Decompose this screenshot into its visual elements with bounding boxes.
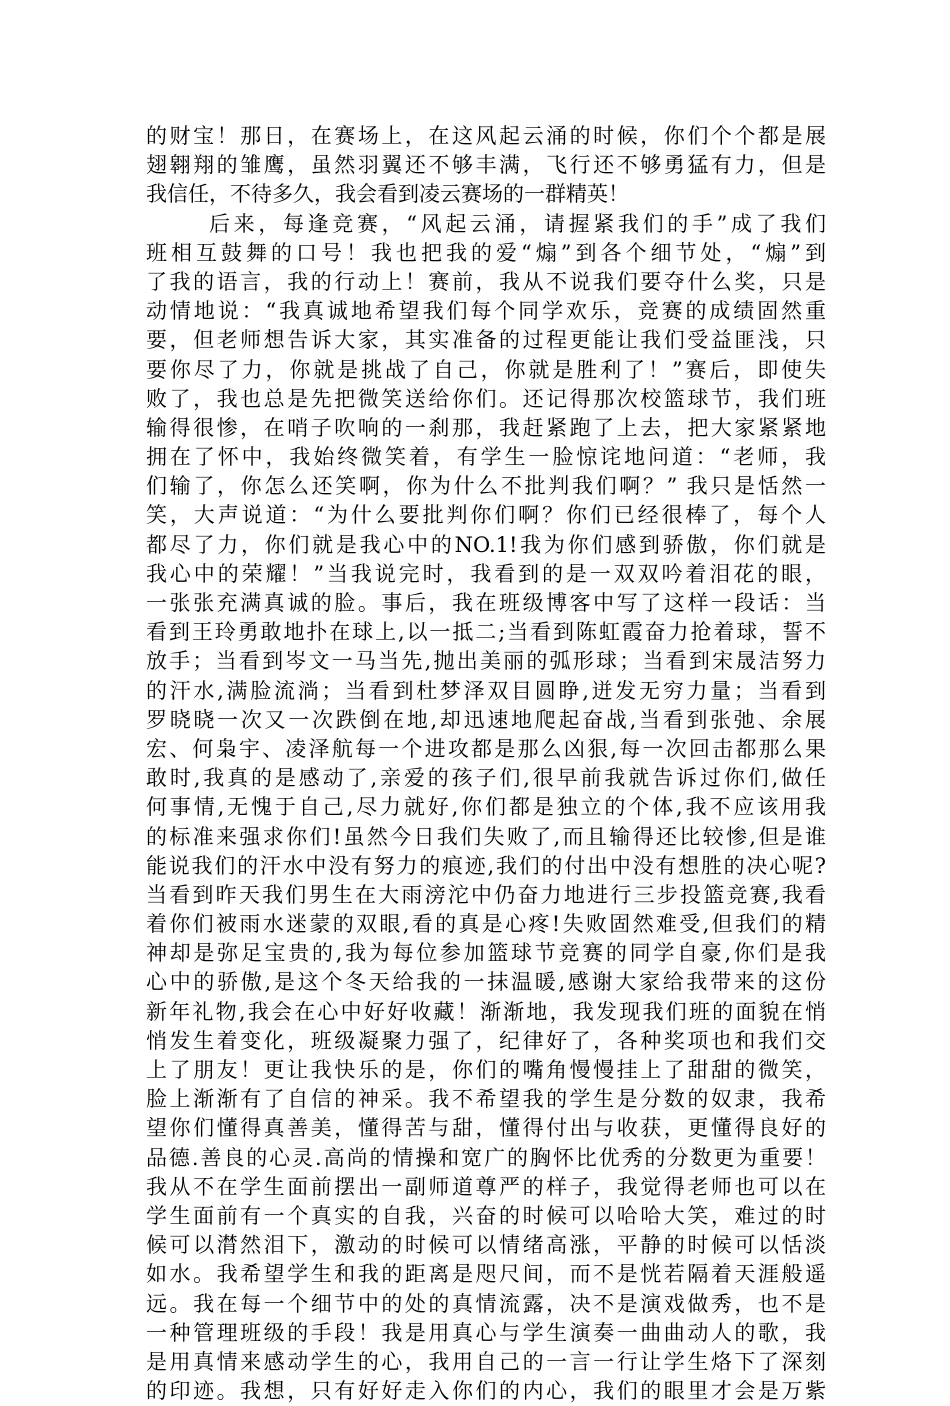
text-line: 拥在了怀中，我始终微笑着，有学生一脸惊诧地问道：“老师，我 <box>146 445 826 470</box>
text-line: 我从不在学生面前摆出一副师道尊严的样子，我觉得老师也可以在 <box>146 1174 826 1199</box>
text-line: 心中的骄傲,是这个冬天给我的一抹温暖,感谢大家给我带来的这份 <box>146 970 826 995</box>
text-line: 败了，我也总是先把微笑送给你们。还记得那次校篮球节，我们班 <box>146 386 826 411</box>
text-line: 脸上渐渐有了自信的神采。我不希望我的学生是分数的奴隶，我希 <box>146 1087 826 1112</box>
text-line: 翅翱翔的雏鹰，虽然羽翼还不够丰满，飞行还不够勇猛有力，但是 <box>146 153 826 178</box>
text-line: 品德.善良的心灵.高尚的情操和宽广的胸怀比优秀的分数更为重要！ <box>146 1145 826 1170</box>
text-line: 悄发生着变化，班级凝聚力强了，纪律好了，各种奖项也和我们交 <box>146 1028 826 1053</box>
text-line: 敢时,我真的是感动了,亲爱的孩子们,很早前我就告诉过你们,做任 <box>146 766 826 791</box>
text-line: 后来，每逢竞赛，“风起云涌，请握紧我们的手”成了我们 <box>209 211 826 236</box>
text-line: 罗晓晓一次又一次跌倒在地,却迅速地爬起奋战,当看到张弛、余展 <box>146 707 826 732</box>
text-line: 何事情,无愧于自己,尽力就好,你们都是独立的个体,我不应该用我 <box>146 795 826 820</box>
text-line: 远。我在每一个细节中的处的真情流露，决不是演戏做秀，也不是 <box>146 1291 826 1316</box>
text-line: 动情地说：“我真诚地希望我们每个同学欢乐，竞赛的成绩固然重 <box>146 299 826 324</box>
text-line: 了我的语言，我的行动上！赛前，我从不说我们要夺什么奖，只是 <box>146 269 826 294</box>
text-line: 我心中的荣耀！”当我说完时，我看到的是一双双吟着泪花的眼， <box>146 561 826 586</box>
text-line: 班相互鼓舞的口号！我也把我的爱“煽”到各个细节处，“煽”到 <box>146 240 826 265</box>
text-line: 一张张充满真诚的脸。事后，我在班级博客中写了这样一段话：当 <box>146 591 826 615</box>
text-line: 是用真情来感动学生的心，我用自己的一言一行让学生烙下了深刻 <box>146 1349 826 1374</box>
text-line: 看到王玲勇敢地扑在球上,以一抵二;当看到陈虹霞奋力抢着球，誓不 <box>146 620 826 645</box>
text-line: 的印迹。我想，只有好好走入你们的内心，我们的眼里才会是万紫 <box>146 1379 826 1404</box>
text-line: 着你们被雨水迷蒙的双眼,看的真是心疼!失败固然难受,但我们的精 <box>146 912 826 937</box>
text-line: 我信任，不待多久，我会看到凌云赛场的一群精英！ <box>146 182 629 207</box>
text-line: 新年礼物,我会在心中好好收藏！渐渐地，我发现我们班的面貌在悄 <box>146 999 826 1024</box>
text-line: 都尽了力，你们就是我心中的NO.1!我为你们感到骄傲，你们就是 <box>146 532 826 557</box>
text-line: 们输了，你怎么还笑啊，你为什么不批判我们啊？” 我只是恬然一 <box>146 474 826 499</box>
text-line: 宏、何枭宇、凌泽航每一个进攻都是那么凶狠,每一次回击都那么果 <box>146 736 826 761</box>
text-line: 能说我们的汗水中没有努力的痕迹,我们的付出中没有想胜的决心呢? <box>146 853 826 878</box>
text-line: 的汗水,满脸流淌；当看到杜梦泽双目圆睁,迸发无穷力量；当看到 <box>146 678 826 703</box>
body-text <box>146 122 826 1406</box>
text-line: 要，但老师想告诉大家，其实准备的过程更能让我们受益匪浅，只 <box>146 328 826 353</box>
text-line: 如水。我希望学生和我的距离是咫尺间，而不是恍若隔着天涯般遥 <box>146 1262 826 1287</box>
text-line: 上了朋友！更让我快乐的是，你们的嘴角慢慢挂上了甜甜的微笑， <box>146 1058 826 1082</box>
text-line: 学生面前有一个真实的自我，兴奋的时候可以哈哈大笑，难过的时 <box>146 1203 826 1228</box>
text-line: 输得很惨，在哨子吹响的一刹那，我赶紧跑了上去，把大家紧紧地 <box>146 415 826 440</box>
text-line: 笑，大声说道：“为什么要批判你们啊？你们已经很棒了，每个人 <box>146 503 826 528</box>
text-line: 一种管理班级的手段！我是用真心与学生演奏一曲曲动人的歌，我 <box>146 1320 826 1345</box>
text-line: 的标准来强求你们!虽然今日我们失败了,而且输得还比较惨,但是谁 <box>146 824 826 849</box>
text-line: 神却是弥足宝贵的,我为每位参加篮球节竞赛的同学自豪,你们是我 <box>146 941 826 966</box>
text-line: 当看到昨天我们男生在大雨滂沱中仍奋力地进行三步投篮竞赛,我看 <box>146 882 826 907</box>
text-line: 放手；当看到岑文一马当先,抛出美丽的弧形球；当看到宋晟洁努力 <box>146 649 826 674</box>
text-line: 候可以潸然泪下，激动的时候可以情绪高涨，平静的时候可以恬淡 <box>146 1233 826 1258</box>
text-line: 的财宝！那日，在赛场上，在这风起云涌的时候，你们个个都是展 <box>146 124 826 148</box>
text-line: 要你尽了力，你就是挑战了自己，你就是胜利了！”赛后，即使失 <box>146 357 826 382</box>
text-line: 望你们懂得真善美，懂得苦与甜，懂得付出与收获，更懂得良好的 <box>146 1116 826 1141</box>
